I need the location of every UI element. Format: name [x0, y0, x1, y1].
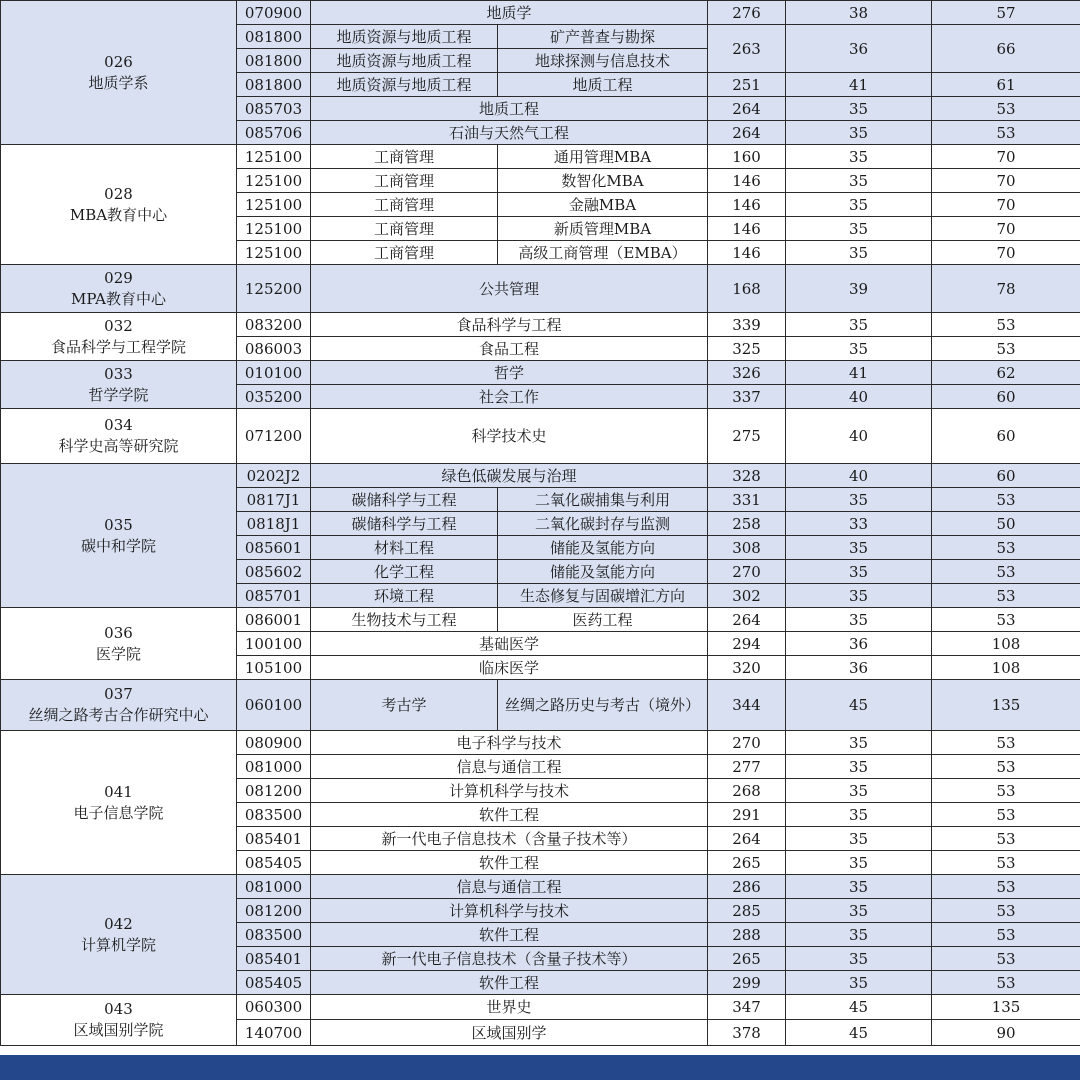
- major-code-cell: 105100: [237, 656, 311, 680]
- subject-score-cell: 35: [786, 97, 932, 121]
- subject-score-cell: 35: [786, 851, 932, 875]
- college-name: MPA教育中心: [71, 289, 166, 308]
- table-row: [1, 313, 1080, 337]
- subject-score-cell: 35: [786, 971, 932, 995]
- subject-score-cell: 35: [786, 488, 932, 512]
- total-score-cell: 146: [708, 169, 786, 193]
- subject-score-cell: 45: [786, 680, 932, 731]
- table-row: [1, 145, 1080, 169]
- major-code-cell: 085706: [237, 121, 311, 145]
- total-score-cell: 264: [708, 121, 786, 145]
- college-code: 043: [104, 1000, 133, 1018]
- subject-score-cell: 33: [786, 512, 932, 536]
- major-code-cell: 081800: [237, 25, 311, 49]
- major-code-cell: 060300: [237, 995, 311, 1020]
- direction-cell: 高级工商管理（EMBA）: [498, 241, 708, 265]
- major-code-cell: 140700: [237, 1020, 311, 1046]
- total-score-cell: 268: [708, 779, 786, 803]
- total-score-cell: 331: [708, 488, 786, 512]
- major-code-cell: 081200: [237, 899, 311, 923]
- subject-score-cell: 135: [932, 680, 1080, 731]
- subject-score-cell: 57: [932, 1, 1080, 25]
- major-code-cell: 085401: [237, 827, 311, 851]
- subject-score-cell: 45: [786, 1020, 932, 1046]
- subject-score-cell: 35: [786, 731, 932, 755]
- college-cell: [1, 680, 237, 731]
- subject-score-cell: 45: [786, 995, 932, 1020]
- major-code-cell: 125100: [237, 145, 311, 169]
- major-code-cell: 071200: [237, 409, 311, 464]
- subject-score-cell: 70: [932, 169, 1080, 193]
- college-code: 041: [104, 782, 133, 801]
- table-body: [1, 1, 1080, 1046]
- table-row: [1, 995, 1080, 1020]
- subject-score-cell: 53: [932, 731, 1080, 755]
- major-name-cell: 社会工作: [311, 385, 708, 409]
- major-code-cell: 083500: [237, 923, 311, 947]
- college-cell: [1, 875, 237, 995]
- subject-score-cell: 108: [932, 656, 1080, 680]
- major-code-cell: 085701: [237, 584, 311, 608]
- college-code: 028: [104, 184, 133, 203]
- subject-score-cell: 53: [932, 608, 1080, 632]
- subject-score-cell: 53: [932, 584, 1080, 608]
- subject-score-cell: 35: [786, 121, 932, 145]
- major-name-cell: 化学工程: [311, 560, 498, 584]
- subject-score-cell: 40: [786, 409, 932, 464]
- major-name-cell: 工商管理: [311, 145, 498, 169]
- college-name: 丝绸之路考古合作研究中心: [28, 706, 209, 724]
- total-score-cell: 264: [708, 827, 786, 851]
- total-score-cell: 251: [708, 73, 786, 97]
- major-name-cell: 信息与通信工程: [311, 875, 708, 899]
- major-code-cell: 085405: [237, 971, 311, 995]
- college-name: 碳中和学院: [80, 536, 156, 555]
- major-code-cell: 086003: [237, 337, 311, 361]
- major-code-cell: 080900: [237, 731, 311, 755]
- college-cell: [1, 361, 237, 409]
- subject-score-cell: 35: [786, 241, 932, 265]
- subject-score-cell: 53: [932, 827, 1080, 851]
- direction-cell: 地质工程: [498, 73, 708, 97]
- subject-score-cell: 35: [786, 337, 932, 361]
- total-score-cell: 325: [708, 337, 786, 361]
- total-score-cell: 347: [708, 995, 786, 1020]
- subject-score-cell: 35: [786, 947, 932, 971]
- college-code: 032: [104, 316, 133, 335]
- table-row: [1, 731, 1080, 755]
- total-score-cell: 378: [708, 1020, 786, 1046]
- total-score-cell: 265: [708, 851, 786, 875]
- major-name-cell: 地质工程: [311, 97, 708, 121]
- total-score-cell: 270: [708, 560, 786, 584]
- major-name-cell: 计算机科学与技术: [311, 899, 708, 923]
- major-code-cell: 085601: [237, 536, 311, 560]
- major-name-cell: 电子科学与技术: [311, 731, 708, 755]
- major-name-cell: 地质资源与地质工程: [311, 73, 498, 97]
- total-score-cell: 265: [708, 947, 786, 971]
- total-score-cell: 270: [708, 731, 786, 755]
- subject-score-cell: 53: [932, 947, 1080, 971]
- table-row: [1, 680, 1080, 731]
- subject-score-cell: 61: [932, 73, 1080, 97]
- major-code-cell: 0817J1: [237, 488, 311, 512]
- total-score-cell: 328: [708, 464, 786, 488]
- college-name: 科学史高等研究院: [58, 437, 179, 455]
- subject-score-cell: 78: [932, 265, 1080, 313]
- major-code-cell: 085405: [237, 851, 311, 875]
- subject-score-cell: 53: [932, 779, 1080, 803]
- major-code-cell: 085703: [237, 97, 311, 121]
- subject-score-cell: 135: [932, 995, 1080, 1020]
- table-row: [1, 265, 1080, 313]
- college-cell: [1, 731, 237, 875]
- subject-score-cell: 53: [932, 488, 1080, 512]
- direction-cell: 医药工程: [498, 608, 708, 632]
- college-name: 电子信息学院: [73, 803, 164, 822]
- direction-cell: 新质管理MBA: [498, 217, 708, 241]
- subject-score-cell: 53: [932, 560, 1080, 584]
- college-cell: [1, 1, 237, 145]
- major-name-cell: 工商管理: [311, 193, 498, 217]
- table-row: [1, 875, 1080, 899]
- major-code-cell: 083200: [237, 313, 311, 337]
- total-score-cell: 168: [708, 265, 786, 313]
- subject-score-cell: 35: [786, 313, 932, 337]
- subject-score-cell: 35: [786, 923, 932, 947]
- subject-score-cell: 53: [932, 313, 1080, 337]
- subject-score-cell: 35: [786, 560, 932, 584]
- college-code: 033: [104, 364, 133, 383]
- total-score-cell: 276: [708, 1, 786, 25]
- college-cell: [1, 409, 237, 464]
- major-code-cell: 100100: [237, 632, 311, 656]
- major-code-cell: 085401: [237, 947, 311, 971]
- subject-score-cell: 41: [786, 361, 932, 385]
- subject-score-cell: 53: [932, 851, 1080, 875]
- major-name-cell: 碳储科学与工程: [311, 488, 498, 512]
- subject-score-cell: 35: [786, 536, 932, 560]
- subject-score-cell: 36: [786, 25, 932, 73]
- subject-score-cell: 35: [786, 755, 932, 779]
- total-score-cell: 264: [708, 97, 786, 121]
- major-code-cell: 125200: [237, 265, 311, 313]
- major-code-cell: 035200: [237, 385, 311, 409]
- table-row: [1, 409, 1080, 464]
- direction-cell: 二氧化碳封存与监测: [498, 512, 708, 536]
- subject-score-cell: 53: [932, 121, 1080, 145]
- table-row: [1, 1, 1080, 25]
- major-code-cell: 081200: [237, 779, 311, 803]
- college-cell: [1, 464, 237, 608]
- total-score-cell: 337: [708, 385, 786, 409]
- major-name-cell: 工商管理: [311, 169, 498, 193]
- total-score-cell: 299: [708, 971, 786, 995]
- subject-score-cell: 50: [932, 512, 1080, 536]
- major-name-cell: 软件工程: [311, 971, 708, 995]
- direction-cell: 丝绸之路历史与考古（境外）: [498, 680, 708, 731]
- footer-bar: [0, 1055, 1080, 1080]
- direction-cell: 通用管理MBA: [498, 145, 708, 169]
- total-score-cell: 146: [708, 193, 786, 217]
- major-name-cell: 新一代电子信息技术（含量子技术等）: [311, 827, 708, 851]
- total-score-cell: 286: [708, 875, 786, 899]
- total-score-cell: 344: [708, 680, 786, 731]
- major-code-cell: 083500: [237, 803, 311, 827]
- major-name-cell: 区域国别学: [311, 1020, 708, 1046]
- subject-score-cell: 36: [786, 632, 932, 656]
- total-score-cell: 294: [708, 632, 786, 656]
- major-code-cell: 060100: [237, 680, 311, 731]
- total-score-cell: 302: [708, 584, 786, 608]
- major-code-cell: 0202J2: [237, 464, 311, 488]
- direction-cell: 数智化MBA: [498, 169, 708, 193]
- total-score-cell: 263: [708, 25, 786, 73]
- major-name-cell: 新一代电子信息技术（含量子技术等）: [311, 947, 708, 971]
- major-name-cell: 地质资源与地质工程: [311, 25, 498, 49]
- direction-cell: 矿产普查与勘探: [498, 25, 708, 49]
- total-score-cell: 146: [708, 217, 786, 241]
- college-name: 哲学学院: [88, 385, 149, 404]
- subject-score-cell: 53: [932, 875, 1080, 899]
- major-name-cell: 绿色低碳发展与治理: [311, 464, 708, 488]
- college-cell: [1, 265, 237, 313]
- major-name-cell: 信息与通信工程: [311, 755, 708, 779]
- subject-score-cell: 36: [786, 656, 932, 680]
- major-name-cell: 科学技术史: [311, 409, 708, 464]
- college-cell: [1, 995, 237, 1046]
- major-code-cell: 010100: [237, 361, 311, 385]
- major-code-cell: 085602: [237, 560, 311, 584]
- total-score-cell: 320: [708, 656, 786, 680]
- college-name: MBA教育中心: [69, 205, 168, 224]
- college-code: 029: [104, 268, 133, 287]
- subject-score-cell: 53: [932, 97, 1080, 121]
- major-name-cell: 地质学: [311, 1, 708, 25]
- subject-score-cell: 40: [786, 385, 932, 409]
- major-code-cell: 125100: [237, 169, 311, 193]
- major-name-cell: 软件工程: [311, 803, 708, 827]
- college-code: 034: [104, 416, 133, 434]
- major-code-cell: 086001: [237, 608, 311, 632]
- subject-score-cell: 60: [932, 464, 1080, 488]
- college-cell: [1, 608, 237, 680]
- subject-score-cell: 53: [932, 755, 1080, 779]
- subject-score-cell: 35: [786, 803, 932, 827]
- major-name-cell: 工商管理: [311, 241, 498, 265]
- subject-score-cell: 66: [932, 25, 1080, 73]
- total-score-cell: 258: [708, 512, 786, 536]
- subject-score-cell: 53: [932, 923, 1080, 947]
- major-name-cell: 公共管理: [311, 265, 708, 313]
- total-score-cell: 326: [708, 361, 786, 385]
- major-name-cell: 材料工程: [311, 536, 498, 560]
- major-name-cell: 软件工程: [311, 851, 708, 875]
- subject-score-cell: 108: [932, 632, 1080, 656]
- major-name-cell: 临床医学: [311, 656, 708, 680]
- subject-score-cell: 70: [932, 145, 1080, 169]
- major-code-cell: 081000: [237, 875, 311, 899]
- major-name-cell: 生物技术与工程: [311, 608, 498, 632]
- major-code-cell: 125100: [237, 193, 311, 217]
- college-name: 医学院: [95, 644, 141, 663]
- subject-score-cell: 53: [932, 971, 1080, 995]
- table-row: [1, 361, 1080, 385]
- major-name-cell: 环境工程: [311, 584, 498, 608]
- major-name-cell: 软件工程: [311, 923, 708, 947]
- subject-score-cell: 35: [786, 584, 932, 608]
- subject-score-cell: 35: [786, 827, 932, 851]
- major-name-cell: 基础医学: [311, 632, 708, 656]
- total-score-cell: 146: [708, 241, 786, 265]
- table-row: [1, 464, 1080, 488]
- college-code: 036: [104, 623, 133, 642]
- college-cell: [1, 313, 237, 361]
- major-name-cell: 考古学: [311, 680, 498, 731]
- total-score-cell: 308: [708, 536, 786, 560]
- subject-score-cell: 41: [786, 73, 932, 97]
- subject-score-cell: 35: [786, 608, 932, 632]
- direction-cell: 储能及氢能方向: [498, 536, 708, 560]
- direction-cell: 金融MBA: [498, 193, 708, 217]
- subject-score-cell: 35: [786, 875, 932, 899]
- college-code: 035: [104, 515, 133, 534]
- subject-score-cell: 35: [786, 779, 932, 803]
- subject-score-cell: 40: [786, 464, 932, 488]
- college-cell: [1, 145, 237, 265]
- college-name: 地质学系: [88, 73, 149, 92]
- major-name-cell: 工商管理: [311, 217, 498, 241]
- total-score-cell: 285: [708, 899, 786, 923]
- subject-score-cell: 35: [786, 217, 932, 241]
- subject-score-cell: 38: [786, 1, 932, 25]
- major-name-cell: 石油与天然气工程: [311, 121, 708, 145]
- table-row: [1, 608, 1080, 632]
- subject-score-cell: 70: [932, 193, 1080, 217]
- subject-score-cell: 70: [932, 217, 1080, 241]
- major-code-cell: 081800: [237, 49, 311, 73]
- subject-score-cell: 70: [932, 241, 1080, 265]
- total-score-cell: 291: [708, 803, 786, 827]
- major-name-cell: 世界史: [311, 995, 708, 1020]
- total-score-cell: 277: [708, 755, 786, 779]
- major-name-cell: 食品工程: [311, 337, 708, 361]
- major-code-cell: 070900: [237, 1, 311, 25]
- direction-cell: 地球探测与信息技术: [498, 49, 708, 73]
- college-name: 食品科学与工程学院: [50, 337, 186, 356]
- major-name-cell: 计算机科学与技术: [311, 779, 708, 803]
- subject-score-cell: 35: [786, 145, 932, 169]
- subject-score-cell: 60: [932, 409, 1080, 464]
- major-code-cell: 0818J1: [237, 512, 311, 536]
- subject-score-cell: 62: [932, 361, 1080, 385]
- subject-score-cell: 53: [932, 899, 1080, 923]
- college-code: 026: [104, 52, 133, 71]
- subject-score-cell: 60: [932, 385, 1080, 409]
- total-score-cell: 275: [708, 409, 786, 464]
- subject-score-cell: 53: [932, 536, 1080, 560]
- total-score-cell: 160: [708, 145, 786, 169]
- subject-score-cell: 35: [786, 169, 932, 193]
- subject-score-cell: 53: [932, 803, 1080, 827]
- major-name-cell: 食品科学与工程: [311, 313, 708, 337]
- total-score-cell: 264: [708, 608, 786, 632]
- subject-score-cell: 39: [786, 265, 932, 313]
- subject-score-cell: 90: [932, 1020, 1080, 1046]
- subject-score-cell: 35: [786, 899, 932, 923]
- direction-cell: 生态修复与固碳增汇方向: [498, 584, 708, 608]
- college-code: 042: [104, 914, 133, 933]
- subject-score-cell: 35: [786, 193, 932, 217]
- major-name-cell: 哲学: [311, 361, 708, 385]
- college-name: 计算机学院: [80, 935, 156, 954]
- major-code-cell: 081800: [237, 73, 311, 97]
- college-code: 037: [104, 685, 133, 703]
- major-name-cell: 地质资源与地质工程: [311, 49, 498, 73]
- subject-score-cell: 53: [932, 337, 1080, 361]
- direction-cell: 储能及氢能方向: [498, 560, 708, 584]
- college-name: 区域国别学院: [73, 1021, 164, 1039]
- major-code-cell: 125100: [237, 217, 311, 241]
- total-score-cell: 288: [708, 923, 786, 947]
- major-code-cell: 125100: [237, 241, 311, 265]
- total-score-cell: 339: [708, 313, 786, 337]
- major-code-cell: 081000: [237, 755, 311, 779]
- direction-cell: 二氧化碳捕集与利用: [498, 488, 708, 512]
- major-name-cell: 碳储科学与工程: [311, 512, 498, 536]
